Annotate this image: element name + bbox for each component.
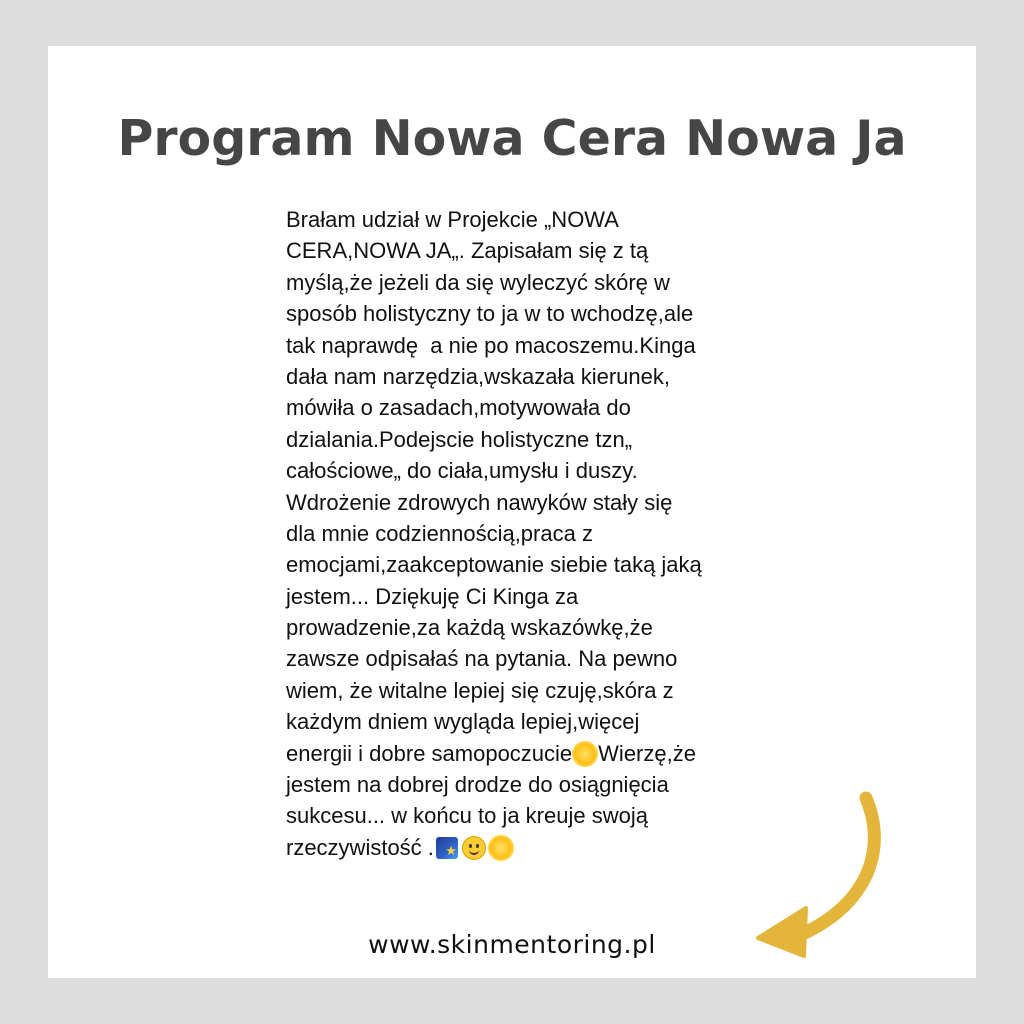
sun-icon bbox=[574, 743, 596, 765]
testimonial-line bbox=[286, 738, 826, 769]
page-title: Program Nowa Cera Nowa Ja bbox=[117, 110, 907, 167]
website-link[interactable]: www.skinmentoring.pl bbox=[368, 930, 656, 959]
testimonial-line: sukcesu... w końcu to ja kreuje swoją bbox=[286, 803, 648, 829]
testimonial-line: emocjami,zaakceptowanie siebie taką jaką bbox=[286, 552, 702, 578]
testimonial-line: całościowe„ do ciała,umysłu i duszy. bbox=[286, 458, 638, 484]
testimonial-line: tak naprawdę a nie po macoszemu.Kinga bbox=[286, 332, 696, 358]
testimonial-line-part: energii i dobre samopoczucie bbox=[286, 740, 573, 766]
testimonial-line: Brałam udział w Projekcie „NOWA bbox=[286, 207, 619, 232]
testimonial-line: każdym dniem wygląda lepiej,więcej bbox=[286, 709, 640, 735]
testimonial-line: mówiła o zasadach,motywowała do bbox=[286, 395, 631, 421]
testimonial-line: dla mnie codziennością,praca z bbox=[286, 520, 593, 546]
testimonial-line: jestem... Dziękuję Ci Kinga za bbox=[286, 583, 579, 609]
testimonial-line: CERA,NOWA JA„. Zapisałam się z tą bbox=[286, 238, 649, 264]
testimonial-text bbox=[286, 204, 826, 863]
testimonial-line: Wdrożenie zdrowych nawyków stały się bbox=[286, 489, 673, 515]
shooting-star-icon bbox=[436, 837, 458, 859]
testimonial-line-part: Wierzę,że bbox=[598, 740, 696, 766]
testimonial-line: dała nam narzędzia,wskazała kierunek, bbox=[286, 363, 670, 389]
testimonial-line: dzialania.Podejscie holistyczne tzn„ bbox=[286, 426, 633, 452]
sun-icon bbox=[490, 837, 512, 859]
testimonial-line: jestem na dobrej drodze do osiągnięcia bbox=[286, 772, 669, 798]
testimonial-line bbox=[286, 832, 826, 863]
testimonial-line: myślą,że jeżeli da się wyleczyć skórę w bbox=[286, 269, 670, 295]
smiley-icon bbox=[462, 836, 486, 860]
testimonial-line: wiem, że witalne lepiej się czuję,skóra z bbox=[286, 677, 674, 703]
testimonial-line: zawsze odpisałaś na pytania. Na pewno bbox=[286, 646, 678, 672]
testimonial-line: sposób holistyczny to ja w to wchodzę,ale bbox=[286, 301, 694, 327]
testimonial-line-part: rzeczywistość . bbox=[286, 834, 434, 860]
testimonial-line: prowadzenie,za każdą wskazówkę,że bbox=[286, 615, 653, 641]
